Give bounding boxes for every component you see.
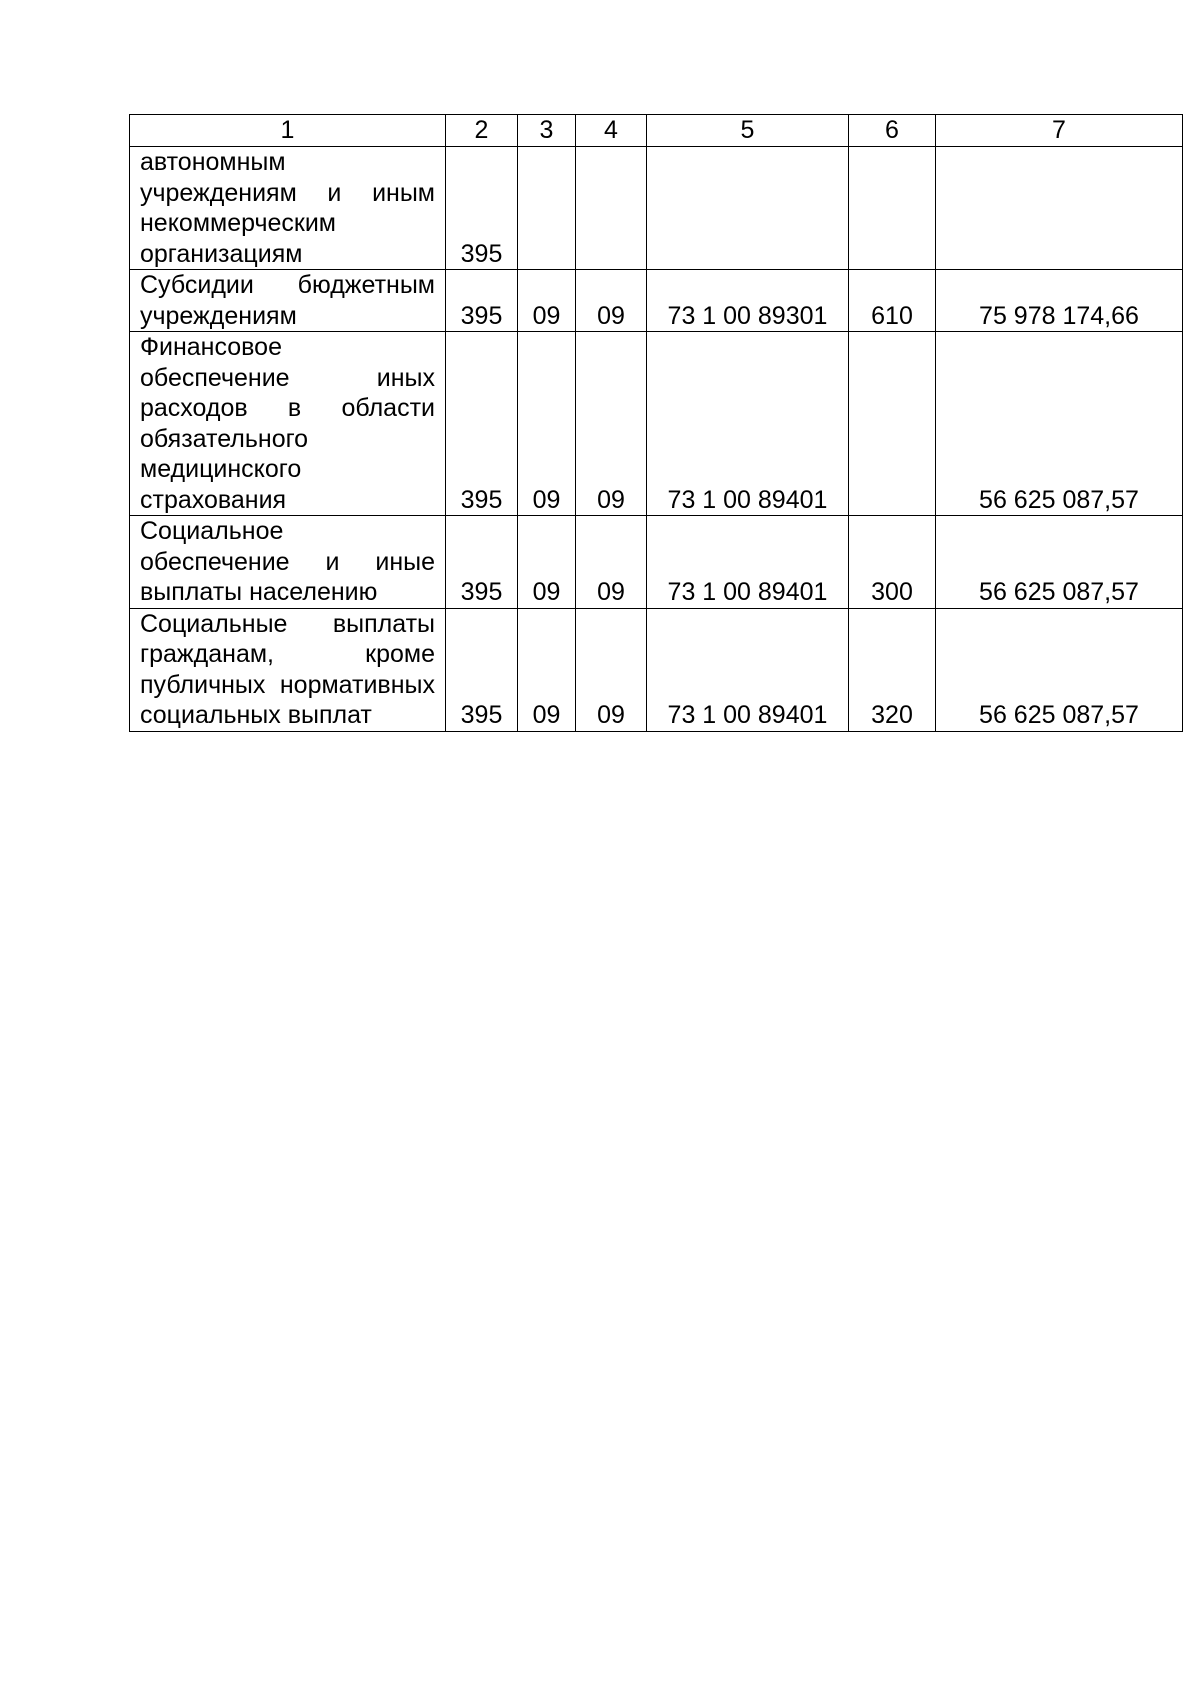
column-number-6: 6 [849,115,936,147]
target-article-cell: 73 1 00 89401 [647,608,849,731]
amount-cell: 56 625 087,57 [936,516,1183,609]
target-article-cell: 73 1 00 89301 [647,270,849,332]
expense-name-cell: автономным учреждениям и иным некоммерческим организациям [130,147,446,270]
section-cell: 09 [518,608,576,731]
expense-type-cell [849,147,936,270]
admin-code-cell: 395 [446,270,518,332]
column-number-2: 2 [446,115,518,147]
table-row [130,608,1183,731]
admin-code-cell: 395 [446,332,518,516]
subsection-cell: 09 [576,608,647,731]
expense-name-cell: Социальные выплаты гражданам, кроме публичных нормативных социальных выплат [130,608,446,731]
admin-code-cell: 395 [446,608,518,731]
table-row [130,332,1183,516]
subsection-cell: 09 [576,332,647,516]
expense-type-cell: 610 [849,270,936,332]
admin-code-cell: 395 [446,147,518,270]
column-number-1: 1 [130,115,446,147]
target-article-cell: 73 1 00 89401 [647,332,849,516]
section-cell: 09 [518,270,576,332]
subsection-cell: 09 [576,270,647,332]
subsection-cell: 09 [576,516,647,609]
column-number-4: 4 [576,115,647,147]
budget-table [129,114,1183,732]
target-article-cell: 73 1 00 89401 [647,516,849,609]
target-article-cell [647,147,849,270]
amount-cell [936,147,1183,270]
expense-type-cell: 320 [849,608,936,731]
amount-cell: 75 978 174,66 [936,270,1183,332]
expense-type-cell: 300 [849,516,936,609]
table-row [130,516,1183,609]
amount-cell: 56 625 087,57 [936,332,1183,516]
table-row [130,270,1183,332]
subsection-cell [576,147,647,270]
column-number-7: 7 [936,115,1183,147]
column-number-3: 3 [518,115,576,147]
amount-cell: 56 625 087,57 [936,608,1183,731]
expense-name-cell: Финансовое обеспечение иных расходов в области обязательного медицинского страхования [130,332,446,516]
table-header-row [130,115,1183,147]
section-cell: 09 [518,332,576,516]
expense-type-cell [849,332,936,516]
table-row [130,147,1183,270]
section-cell: 09 [518,516,576,609]
column-number-5: 5 [647,115,849,147]
section-cell [518,147,576,270]
expense-name-cell: Субсидии бюджетным учреждениям [130,270,446,332]
expense-name-cell: Социальное обеспечение и иные выплаты населению [130,516,446,609]
admin-code-cell: 395 [446,516,518,609]
